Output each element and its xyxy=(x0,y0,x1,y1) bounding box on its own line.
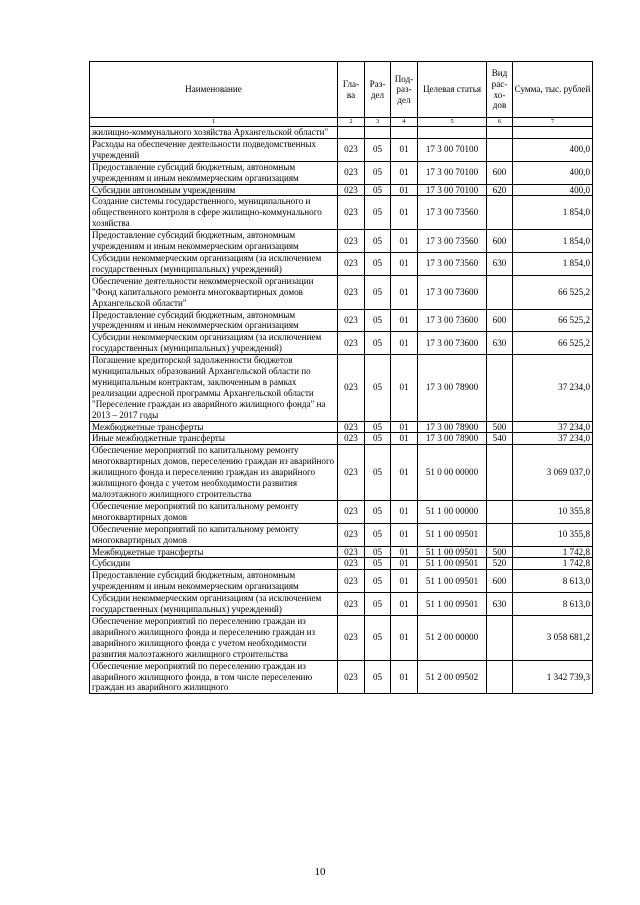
row-sum: 1 742,8 xyxy=(513,558,593,570)
row-glava: 023 xyxy=(338,275,365,309)
row-target: 51 1 00 00000 xyxy=(418,500,487,523)
row-glava xyxy=(338,127,365,139)
row-name: Субсидии некоммерческим организациям (за исключением государственных (муниципальных) учреждений) xyxy=(90,332,338,355)
row-glava: 023 xyxy=(338,309,365,332)
row-name: Субсидии некоммерческим организациям (за исключением государственных (муниципальных) учреждений) xyxy=(90,252,338,275)
row-glava: 023 xyxy=(338,615,365,660)
row-razdel: 05 xyxy=(365,138,391,161)
row-glava: 023 xyxy=(338,184,365,196)
row-vid xyxy=(487,275,513,309)
table-row xyxy=(90,332,593,355)
row-name: Межбюджетные трансферты xyxy=(90,546,338,558)
row-vid: 600 xyxy=(487,230,513,253)
column-number: 2 xyxy=(338,118,365,127)
budget-table xyxy=(89,61,593,694)
row-vid: 500 xyxy=(487,546,513,558)
row-target: 51 1 00 09501 xyxy=(418,523,487,546)
row-name: Предоставление субсидий бюджетным, автономным учреждениям и иным некоммерческим организациям xyxy=(90,161,338,184)
row-razdel: 05 xyxy=(365,593,391,616)
row-podrazdel: 01 xyxy=(391,433,418,445)
row-vid xyxy=(487,138,513,161)
row-sum: 1 854,0 xyxy=(513,196,593,230)
row-razdel: 05 xyxy=(365,275,391,309)
row-name: Обеспечение мероприятий по капитальному ремонту многоквартирных домов xyxy=(90,523,338,546)
table-row xyxy=(90,660,593,694)
row-glava: 023 xyxy=(338,332,365,355)
row-target: 17 3 00 78900 xyxy=(418,355,487,421)
row-target: 17 3 00 70100 xyxy=(418,138,487,161)
row-glava: 023 xyxy=(338,433,365,445)
row-name: жилищно-коммунального хозяйства Архангельской области" xyxy=(90,127,338,139)
row-razdel xyxy=(365,127,391,139)
row-target: 17 3 00 78900 xyxy=(418,433,487,445)
table-row xyxy=(90,615,593,660)
row-sum: 37 234,0 xyxy=(513,355,593,421)
table-row xyxy=(90,433,593,445)
table-row xyxy=(90,127,593,139)
row-sum: 3 058 681,2 xyxy=(513,615,593,660)
row-glava: 023 xyxy=(338,230,365,253)
row-glava: 023 xyxy=(338,570,365,593)
table-body xyxy=(90,127,593,694)
row-vid xyxy=(487,127,513,139)
header-podrazdel: Под-раз-дел xyxy=(391,62,418,118)
column-number: 3 xyxy=(365,118,391,127)
row-target: 51 1 00 09501 xyxy=(418,593,487,616)
row-podrazdel: 01 xyxy=(391,184,418,196)
table-row xyxy=(90,161,593,184)
row-target: 51 1 00 09501 xyxy=(418,570,487,593)
table-row xyxy=(90,230,593,253)
row-sum: 66 525,2 xyxy=(513,275,593,309)
row-podrazdel: 01 xyxy=(391,138,418,161)
row-vid: 630 xyxy=(487,332,513,355)
row-vid: 630 xyxy=(487,252,513,275)
row-sum xyxy=(513,127,593,139)
row-name: Предоставление субсидий бюджетным, автономным учреждениям и иным некоммерческим организациям xyxy=(90,309,338,332)
table-row xyxy=(90,196,593,230)
row-name: Межбюджетные трансферты xyxy=(90,421,338,433)
row-target: 51 1 00 09501 xyxy=(418,558,487,570)
row-glava: 023 xyxy=(338,161,365,184)
row-razdel: 05 xyxy=(365,230,391,253)
row-sum: 37 234,0 xyxy=(513,433,593,445)
row-podrazdel: 01 xyxy=(391,161,418,184)
row-podrazdel: 01 xyxy=(391,445,418,501)
header-sum: Сумма, тыс. рублей xyxy=(513,62,593,118)
row-vid: 620 xyxy=(487,184,513,196)
row-podrazdel: 01 xyxy=(391,500,418,523)
row-target: 17 3 00 73560 xyxy=(418,230,487,253)
row-target: 51 2 00 09502 xyxy=(418,660,487,694)
row-podrazdel: 01 xyxy=(391,593,418,616)
row-glava: 023 xyxy=(338,660,365,694)
row-target: 17 3 00 70100 xyxy=(418,184,487,196)
row-sum: 66 525,2 xyxy=(513,309,593,332)
row-glava: 023 xyxy=(338,445,365,501)
row-vid xyxy=(487,615,513,660)
row-vid: 500 xyxy=(487,421,513,433)
table-row xyxy=(90,445,593,501)
row-vid: 520 xyxy=(487,558,513,570)
row-razdel: 05 xyxy=(365,252,391,275)
row-target: 51 1 00 09501 xyxy=(418,546,487,558)
row-podrazdel: 01 xyxy=(391,558,418,570)
row-podrazdel: 01 xyxy=(391,332,418,355)
row-target: 17 3 00 73600 xyxy=(418,275,487,309)
row-vid xyxy=(487,355,513,421)
row-razdel: 05 xyxy=(365,161,391,184)
row-glava: 023 xyxy=(338,252,365,275)
row-podrazdel: 01 xyxy=(391,546,418,558)
row-name: Создание системы государственного, муниципального и общественного контроля в сфере жилищно-коммунального хозяйства xyxy=(90,196,338,230)
row-vid: 600 xyxy=(487,309,513,332)
table-row xyxy=(90,309,593,332)
row-podrazdel: 01 xyxy=(391,615,418,660)
row-target: 17 3 00 73560 xyxy=(418,196,487,230)
row-sum: 1 342 739,3 xyxy=(513,660,593,694)
row-razdel: 05 xyxy=(365,184,391,196)
row-glava: 023 xyxy=(338,558,365,570)
row-name: Субсидии xyxy=(90,558,338,570)
column-number: 4 xyxy=(391,118,418,127)
row-sum: 1 742,8 xyxy=(513,546,593,558)
row-target: 17 3 00 73600 xyxy=(418,309,487,332)
row-sum: 66 525,2 xyxy=(513,332,593,355)
row-podrazdel xyxy=(391,127,418,139)
row-glava: 023 xyxy=(338,421,365,433)
row-podrazdel: 01 xyxy=(391,421,418,433)
table-row xyxy=(90,275,593,309)
row-razdel: 05 xyxy=(365,660,391,694)
header-row xyxy=(90,62,593,118)
row-podrazdel: 01 xyxy=(391,252,418,275)
row-vid xyxy=(487,445,513,501)
row-glava: 023 xyxy=(338,196,365,230)
row-sum: 8 613,0 xyxy=(513,570,593,593)
row-razdel: 05 xyxy=(365,570,391,593)
row-razdel: 05 xyxy=(365,421,391,433)
row-glava: 023 xyxy=(338,355,365,421)
row-razdel: 05 xyxy=(365,558,391,570)
row-vid: 540 xyxy=(487,433,513,445)
row-podrazdel: 01 xyxy=(391,660,418,694)
row-name: Обеспечение мероприятий по капитальному ремонту многоквартирных домов xyxy=(90,500,338,523)
column-number: 6 xyxy=(487,118,513,127)
table-row xyxy=(90,500,593,523)
row-name: Субсидии автономным учреждениям xyxy=(90,184,338,196)
column-number: 1 xyxy=(90,118,338,127)
table-row xyxy=(90,252,593,275)
row-podrazdel: 01 xyxy=(391,309,418,332)
row-sum: 3 069 037,0 xyxy=(513,445,593,501)
row-sum: 400,0 xyxy=(513,184,593,196)
row-name: Обеспечение мероприятий по переселению граждан из аварийного жилищного фонда и переселению граждан из аварийного жилищного фонда с учетом необходимости развития малоэтажного жилищного строительства xyxy=(90,615,338,660)
row-razdel: 05 xyxy=(365,546,391,558)
row-vid xyxy=(487,523,513,546)
row-sum: 37 234,0 xyxy=(513,421,593,433)
row-name: Иные межбюджетные трансферты xyxy=(90,433,338,445)
row-glava: 023 xyxy=(338,523,365,546)
row-razdel: 05 xyxy=(365,445,391,501)
row-target: 51 2 00 00000 xyxy=(418,615,487,660)
row-name: Предоставление субсидий бюджетным, автономным учреждениям и иным некоммерческим организациям xyxy=(90,230,338,253)
row-vid: 600 xyxy=(487,570,513,593)
row-name: Субсидии некоммерческим организациям (за исключением государственных (муниципальных) учреждений) xyxy=(90,593,338,616)
row-vid xyxy=(487,196,513,230)
row-glava: 023 xyxy=(338,500,365,523)
row-razdel: 05 xyxy=(365,309,391,332)
row-target: 51 0 00 00000 xyxy=(418,445,487,501)
row-name: Погашение кредиторской задолженности бюджетов муниципальных образований Архангельской области по муниципальным контрактам, заключенным в рамках реализации адресной программы Архангельской области "Переселение граждан из аварийного жилищного фонда" на 2013 – 2017 годы xyxy=(90,355,338,421)
table-row xyxy=(90,570,593,593)
row-razdel: 05 xyxy=(365,500,391,523)
row-razdel: 05 xyxy=(365,433,391,445)
column-number: 5 xyxy=(418,118,487,127)
row-target: 17 3 00 73560 xyxy=(418,252,487,275)
row-name: Обеспечение мероприятий по капитальному ремонту многоквартирных домов, переселению граждан из аварийного жилищного фонда и переселению граждан из аварийного жилищного фонда с учетом необходимости развития малоэтажного жилищного строительства xyxy=(90,445,338,501)
column-number-row xyxy=(90,118,593,127)
row-razdel: 05 xyxy=(365,355,391,421)
header-target: Целевая статья xyxy=(418,62,487,118)
row-sum: 1 854,0 xyxy=(513,230,593,253)
table-row xyxy=(90,546,593,558)
row-vid: 600 xyxy=(487,161,513,184)
page-number: 10 xyxy=(314,866,326,878)
row-target xyxy=(418,127,487,139)
row-sum: 10 355,8 xyxy=(513,523,593,546)
table-row xyxy=(90,184,593,196)
header-vid: Вид рас-хо-дов xyxy=(487,62,513,118)
header-razdel: Раз-дел xyxy=(365,62,391,118)
row-name: Расходы на обеспечение деятельности подведомственных учреждений xyxy=(90,138,338,161)
row-target: 17 3 00 70100 xyxy=(418,161,487,184)
row-name: Обеспечение деятельности некоммерческой организации "Фонд капитального ремонта многоквартирных домов Архангельской области" xyxy=(90,275,338,309)
table-row xyxy=(90,523,593,546)
row-target: 17 3 00 78900 xyxy=(418,421,487,433)
row-glava: 023 xyxy=(338,593,365,616)
row-podrazdel: 01 xyxy=(391,570,418,593)
row-podrazdel: 01 xyxy=(391,523,418,546)
row-podrazdel: 01 xyxy=(391,355,418,421)
row-razdel: 05 xyxy=(365,615,391,660)
column-number: 7 xyxy=(513,118,593,127)
header-name: Наименование xyxy=(90,62,338,118)
row-sum: 10 355,8 xyxy=(513,500,593,523)
row-razdel: 05 xyxy=(365,523,391,546)
row-glava: 023 xyxy=(338,138,365,161)
row-sum: 8 613,0 xyxy=(513,593,593,616)
table-row xyxy=(90,138,593,161)
row-vid xyxy=(487,500,513,523)
row-name: Предоставление субсидий бюджетным, автономным учреждениям и иным некоммерческим организациям xyxy=(90,570,338,593)
row-glava: 023 xyxy=(338,546,365,558)
table-row xyxy=(90,421,593,433)
row-razdel: 05 xyxy=(365,332,391,355)
row-vid: 630 xyxy=(487,593,513,616)
row-podrazdel: 01 xyxy=(391,196,418,230)
row-target: 17 3 00 73600 xyxy=(418,332,487,355)
row-name: Обеспечение мероприятий по переселению граждан из аварийного жилищного фонда, в том числе переселению граждан из аварийного жилищного xyxy=(90,660,338,694)
row-sum: 400,0 xyxy=(513,161,593,184)
table-row xyxy=(90,558,593,570)
row-razdel: 05 xyxy=(365,196,391,230)
row-sum: 1 854,0 xyxy=(513,252,593,275)
row-podrazdel: 01 xyxy=(391,275,418,309)
table-row xyxy=(90,355,593,421)
row-vid xyxy=(487,660,513,694)
table-row xyxy=(90,593,593,616)
row-sum: 400,0 xyxy=(513,138,593,161)
row-podrazdel: 01 xyxy=(391,230,418,253)
header-glava: Гла-ва xyxy=(338,62,365,118)
